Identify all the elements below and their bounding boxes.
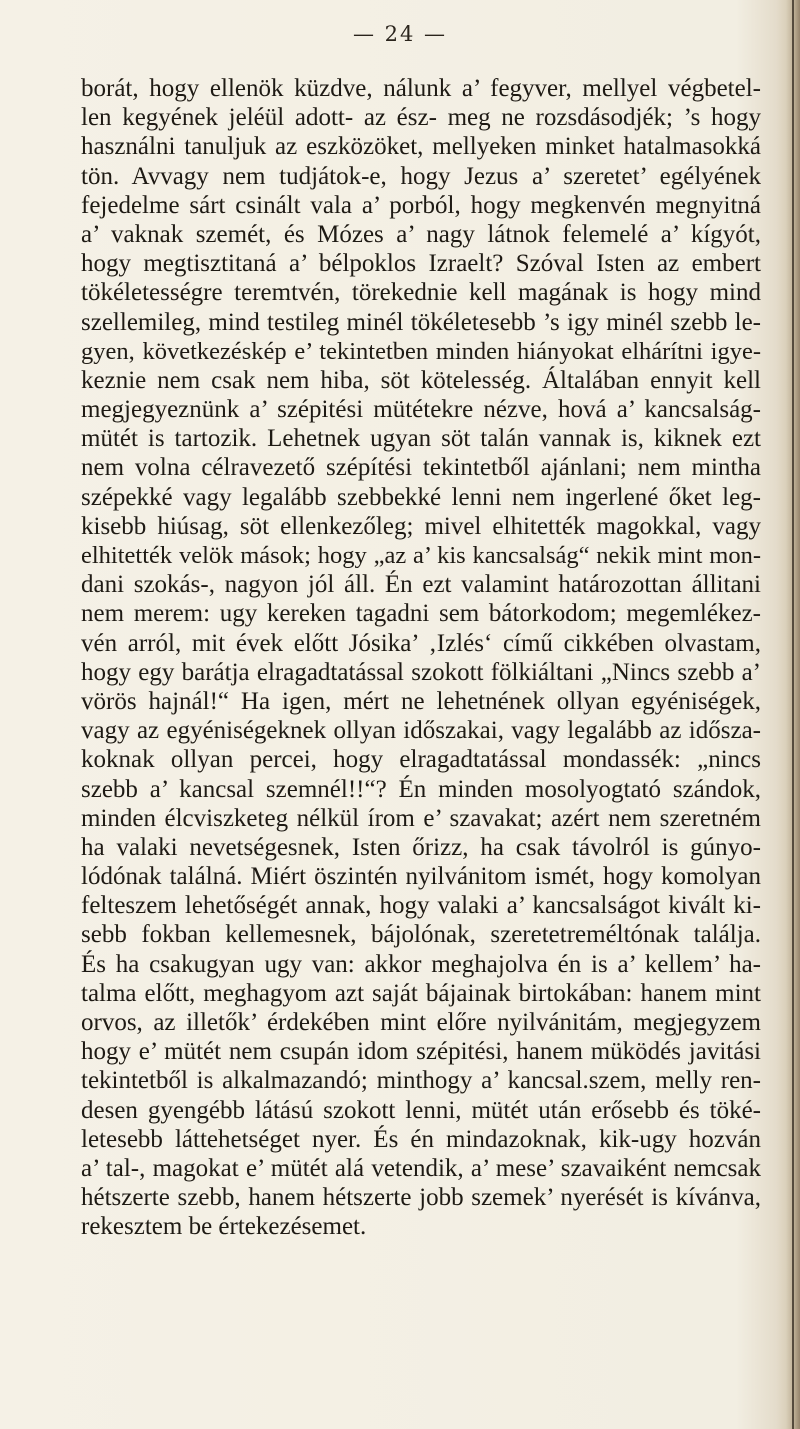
text-line: sebb fokban kellemesnek, bájolónak, szeretetreméltónak találja. bbox=[81, 921, 761, 949]
text-line: keznie nem csak nem hiba, söt kötelesség. Általában ennyit kell bbox=[81, 366, 761, 394]
text-line: tökéletességre teremtvén, törekednie kell magának is hogy mind bbox=[81, 279, 761, 307]
text-line: szellemileg, mind testileg minél tökéletesebb ’s igy minél szebb le- bbox=[81, 308, 761, 336]
text-line: gyen, következéskép e’ tekintetben minden hiányokat elhárítni igye- bbox=[81, 337, 761, 365]
text-line: a’ vaknak szemét, és Mózes a’ nagy látnok felemelé a’ kígyót, bbox=[81, 220, 761, 248]
text-line: vörös hajnál!“ Ha igen, mért ne lehetnének ollyan egyéniségek, bbox=[81, 687, 761, 715]
text-line: hogy egy barátja elragadtatással szokott fölkiáltani „Nincs szebb a’ bbox=[81, 658, 761, 686]
text-line: elhitették velök mások; hogy „az a’ kis kancsalság“ nekik mint mon- bbox=[81, 542, 761, 569]
text-line: hogy e’ mütét nem csupán idom szépitési, hanem müködés javitási bbox=[81, 1038, 761, 1066]
text-line: tekintetből is alkalmazandó; minthogy a’ kancsal.szem, melly ren- bbox=[81, 1067, 761, 1095]
text-line: felteszem lehetőségét annak, hogy valaki a’ kancsalságot kivált ki- bbox=[81, 892, 761, 920]
text-line: szebb a’ kancsal szemnél!!“? Én minden mosolyogtató szándok, bbox=[81, 775, 761, 803]
text-line: vagy az egyéniségeknek ollyan időszakai, vagy legalább az idősza- bbox=[81, 717, 761, 745]
text-line: használni tanuljuk az eszközöket, mellyeken minket hatalmasokká bbox=[81, 133, 761, 161]
text-line: hétszerte szebb, hanem hétszerte jobb szemek’ nyerését is kívánva, bbox=[81, 1184, 761, 1212]
text-line: tön. Avvagy nem tudjátok-e, hogy Jezus a’ szeretet’ egélyének bbox=[81, 162, 761, 190]
text-line: borát, hogy ellenök küzdve, nálunk a’ fegyver, mellyel végbetel- bbox=[81, 75, 761, 102]
text-line: lódónak találná. Miért öszintén nyilvánitom ismét, hogy komolyan bbox=[81, 863, 761, 891]
text-line: a’ tal-, magokat e’ mütét alá vetendik, a’ mese’ szavaiként nemcsak bbox=[81, 1154, 761, 1182]
text-line: orvos, az illetők’ érdekében mint előre nyilvánitám, megjegyzem bbox=[81, 1009, 761, 1036]
text-line: fejedelme sárt csinált vala a’ porból, hogy megkenvén megnyitná bbox=[81, 191, 761, 219]
text-line: mütét is tartozik. Lehetnek ugyan söt talán vannak is, kiknek ezt bbox=[81, 425, 761, 453]
text-line: talma előtt, meghagyom azt saját bájainak birtokában: hanem mint bbox=[81, 979, 761, 1007]
text-line: szépekké vagy legalább szebbekké lenni nem ingerlené őket leg- bbox=[81, 483, 761, 511]
text-line: koknak ollyan percei, hogy elragadtatással mondassék: „nincs bbox=[81, 746, 761, 774]
text-line: len kegyének jeléül adott- az ész- meg ne rozsdásodjék; ’s hogy bbox=[81, 104, 761, 132]
text-line: megjegyeznünk a’ szépitési mütétekre nézve, hová a’ kancsalság- bbox=[81, 396, 761, 424]
body-text bbox=[81, 74, 761, 1242]
text-line: hogy megtisztitaná a’ bélpoklos Izraelt? Szóval Isten az embert bbox=[81, 250, 761, 278]
page-number: — 24 — bbox=[352, 22, 448, 46]
text-line: letesebb láttehetséget nyer. És én mindazoknak, kik-ugy hozván bbox=[81, 1125, 761, 1153]
text-line: vén arról, mit évek előtt Jósika’ ‚Izlés‘ című cikkében olvastam, bbox=[81, 629, 761, 657]
text-line: nem merem: ugy kereken tagadni sem bátorkodom; megemlékez- bbox=[81, 600, 761, 628]
text-line: nem volna célravezető szépítési tekintetből ajánlani; nem mintha bbox=[81, 454, 761, 482]
text-line: ha valaki nevetségesnek, Isten őrizz, ha csak távolról is gúnyo- bbox=[81, 833, 761, 861]
text-line: dani szokás-, nagyon jól áll. Én ezt valamint határozottan állitani bbox=[81, 571, 761, 599]
text-line: És ha csakugyan ugy van: akkor meghajolva én is a’ kellem’ ha- bbox=[81, 950, 761, 978]
text-line: rekesztem be értekezésemet. bbox=[81, 1213, 367, 1241]
text-line: minden élcviszketeg nélkül írom e’ szavakat; azért nem szeretném bbox=[81, 804, 761, 832]
text-line: desen gyengébb látású szokott lenni, mütét után erősebb és töké- bbox=[81, 1096, 761, 1124]
page-edge-line bbox=[792, 0, 794, 1429]
text-line: kisebb hiúsag, söt ellenkezőleg; mivel elhitették magokkal, vagy bbox=[81, 512, 761, 540]
